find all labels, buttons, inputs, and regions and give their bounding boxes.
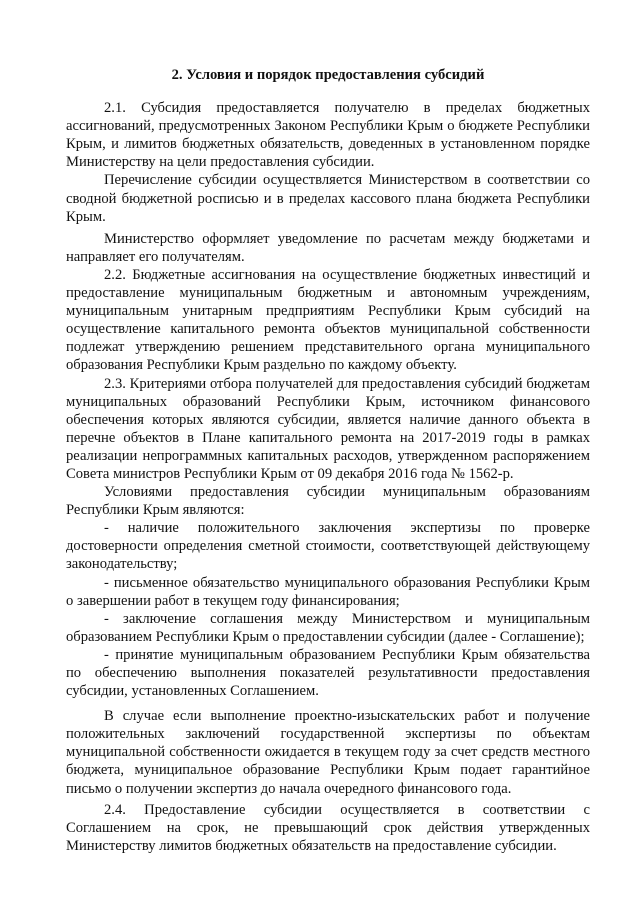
list-item-performance-obligation: - принятие муниципальным образованием Республики Крым обязательства по обеспечению выполнения показателей результативности предоставления субсидии, установленных Соглашением. [66, 646, 590, 700]
list-item-agreement: - заключение соглашения между Министерством и муниципальным образованием Республики Крым о предоставлении субсидии (далее - Соглашение); [66, 610, 590, 645]
paragraph-guarantee-letter: В случае если выполнение проектно-изыскательских работ и получение положительных заключений государственной экспертизы по объектам муниципальной собственности ожидается в текущем году за счет средств местного бюджета, муниципальное образование Республики Крым подает гарантийное письмо о получении экспертиз до начала очередного финансового года. [66, 708, 590, 797]
list-item-expertise: - наличие положительного заключения экспертизы по проверке достоверности определения сметной стоимости, соответствующей действующему законодательству; [66, 520, 590, 573]
paragraph-2-1: 2.1. Субсидия предоставляется получателю в пределах бюджетных ассигнований, предусмотренных Законом Республики Крым о бюджете Республики Крым, и лимитов бюджетных обязательств, доведенных в установленном порядке Министерству на цели предоставления субсидии. [66, 100, 590, 171]
paragraph-2-3: 2.3. Критериями отбора получателей для предоставления субсидий бюджетам муниципальных образований Республики Крым, источником финансового обеспечения которых являются субсидии, является наличие данного объекта в перечне объектов в Плане капитального ремонта на 2017-2019 годы в рамках реализации непрограммных капитальных расходов, утвержденном распоряжением Совета министров Республики Крым от 09 декабря 2016 года № 1562-р. [66, 375, 590, 482]
paragraph-2-4: 2.4. Предоставление субсидии осуществляется в соответствии с Соглашением на срок, не превышающий срок действия утвержденных Министерству лимитов бюджетных обязательств на предоставление субсидии. [66, 801, 590, 854]
paragraph-notice: Министерство оформляет уведомление по расчетам между бюджетами и направляет его получателям. [66, 230, 590, 265]
section-heading: 2. Условия и порядок предоставления субсидий [171, 67, 485, 83]
list-item-written-obligation: - письменное обязательство муниципального образования Республики Крым о завершении работ в текущем году финансирования; [66, 574, 590, 609]
paragraph-2-2: 2.2. Бюджетные ассигнования на осуществление бюджетных инвестиций и предоставление муниципальным бюджетным и автономным учреждениям, муниципальным унитарным предприятиям Республики Крым субсидий на осуществление капитального ремонта объектов муниципальной собственности подлежат утверждению решением представительного органа муниципального образования Республики Крым раздельно по каждому объекту. [66, 266, 590, 374]
paragraph-transfer: Перечисление субсидии осуществляется Министерством в соответствии со сводной бюджетной росписью и в пределах кассового плана бюджета Республики Крым. [66, 172, 590, 225]
paragraph-conditions: Условиями предоставления субсидии муниципальным образованиям Республики Крым являются: [66, 484, 590, 519]
